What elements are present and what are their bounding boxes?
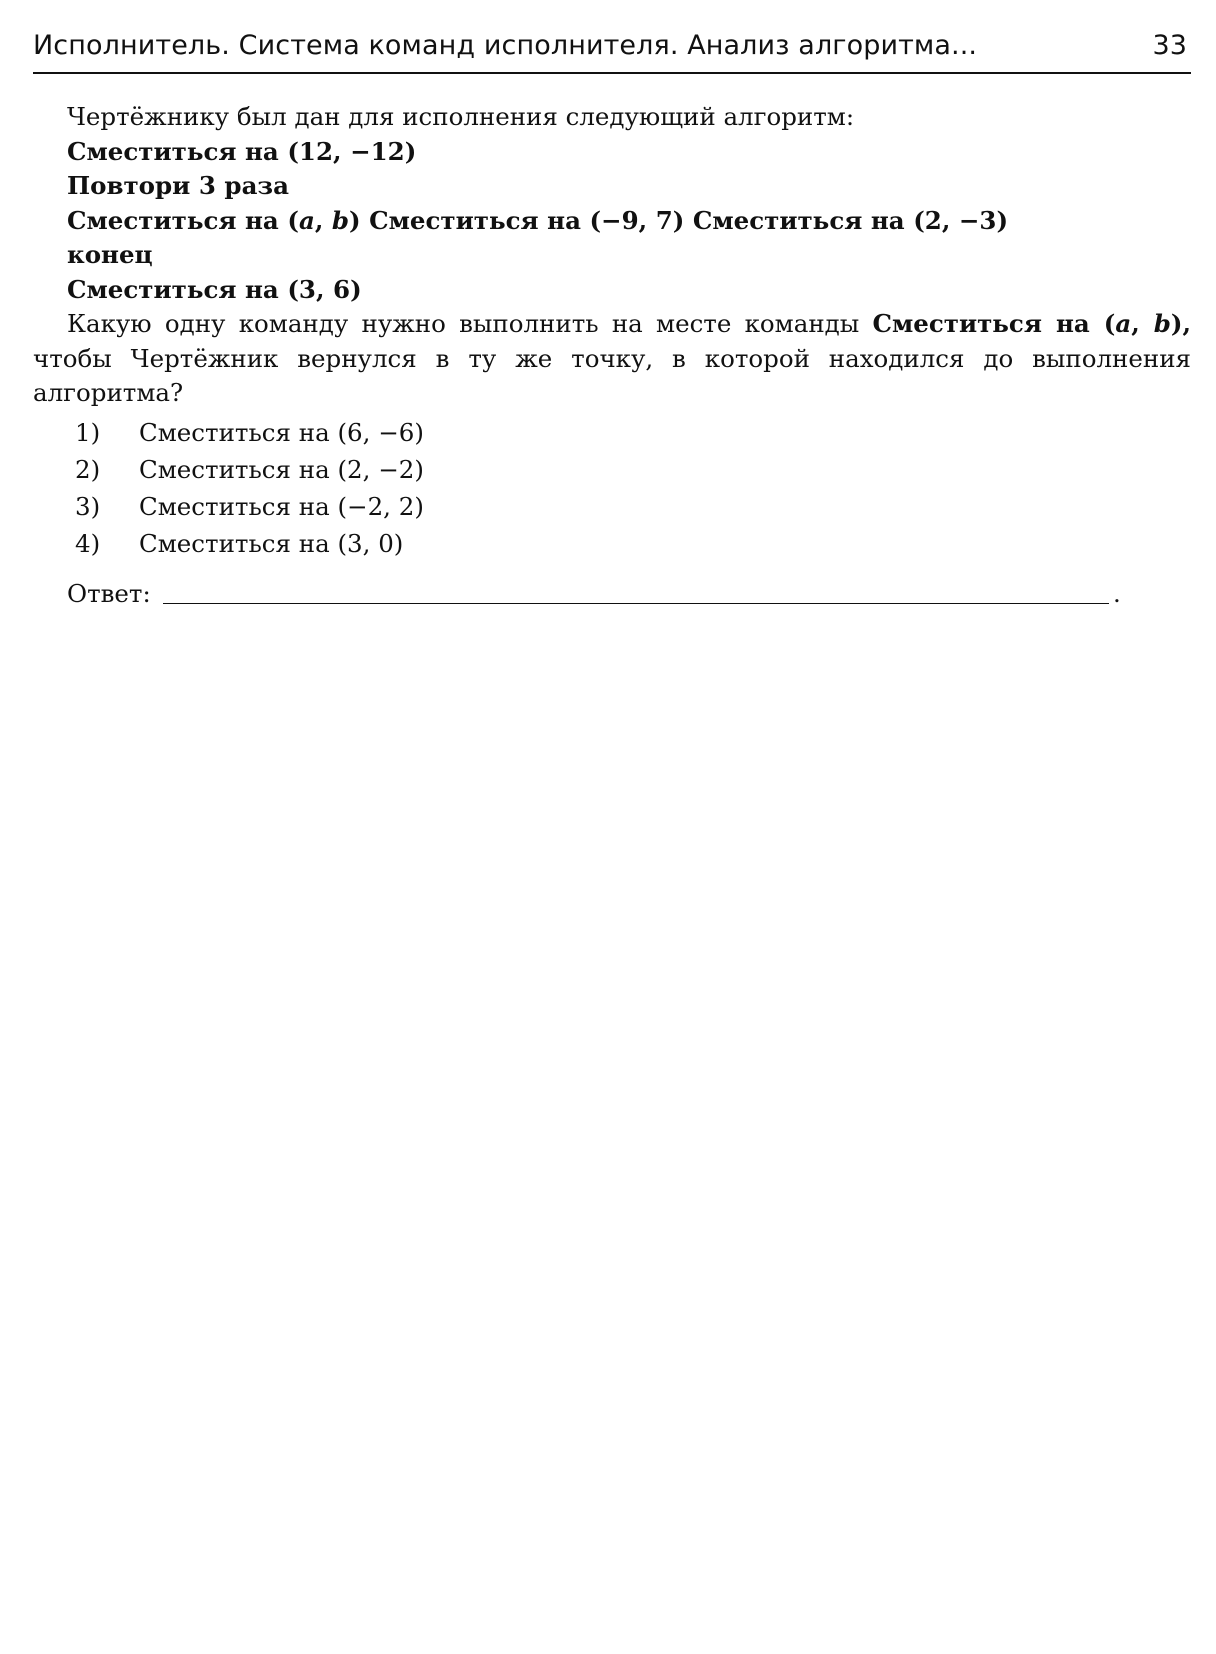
question-command-prefix: Сместиться на ( (872, 309, 1116, 338)
answer-row (33, 574, 1191, 614)
question-param-separator: , (1131, 309, 1154, 338)
algorithm-line-1: Сместиться на (12, −12) (67, 136, 417, 166)
answer-period: . (1113, 578, 1121, 608)
param-a: a (298, 205, 315, 235)
algorithm (33, 135, 1191, 308)
option-number: 1) (75, 417, 101, 447)
question-param-a: a (1115, 309, 1132, 338)
question-command (872, 309, 1191, 338)
question-part-1: Какую одну команду нужно выполнить на месте команды (67, 309, 873, 338)
param-b: b (331, 205, 350, 235)
algorithm-line-4: конец (67, 240, 153, 269)
task-intro: Чертёжнику был дан для исполнения следующий алгоритм: (67, 102, 855, 131)
question-text (33, 307, 1191, 411)
algorithm-line-5: Сместиться на (3, 6) (67, 274, 362, 304)
answer-label: Ответ: (67, 578, 151, 608)
option-text: Сместиться на (3, 0) (139, 528, 404, 558)
algorithm-line-3-end: ) Сместиться на (−9, 7) Сместиться на (2, −3) (349, 205, 1009, 235)
option-1 (33, 414, 1191, 451)
answer-blank-line[interactable] (163, 603, 1109, 604)
option-3 (33, 488, 1191, 525)
question-param-b: b (1153, 309, 1171, 338)
page-number: 33 (1152, 30, 1187, 61)
algorithm-line-2: Повтори 3 раза (67, 171, 289, 200)
option-text: Сместиться на (−2, 2) (139, 491, 424, 521)
option-number: 2) (75, 454, 101, 484)
option-text: Сместиться на (6, −6) (139, 417, 424, 447)
option-number: 4) (75, 528, 101, 558)
header-rule (33, 72, 1191, 74)
option-text: Сместиться на (2, −2) (139, 454, 424, 484)
chapter-title: Исполнитель. Система команд исполнителя. Анализ алгоритма... (33, 30, 978, 61)
running-header (33, 24, 1191, 68)
task-block (33, 100, 1191, 614)
algorithm-line-3-start: Сместиться на ( (67, 205, 299, 235)
option-number: 3) (75, 491, 101, 521)
option-2 (33, 451, 1191, 488)
option-4 (33, 525, 1191, 562)
question-command-suffix: ), (1170, 309, 1191, 338)
param-separator: , (314, 205, 332, 235)
question-part-2: чтобы Чертёжник вернулся в ту же точку, в которой находился до выполнения алгоритма? (33, 343, 1191, 407)
algorithm-line-3 (33, 204, 1191, 239)
answer-options (33, 414, 1191, 562)
